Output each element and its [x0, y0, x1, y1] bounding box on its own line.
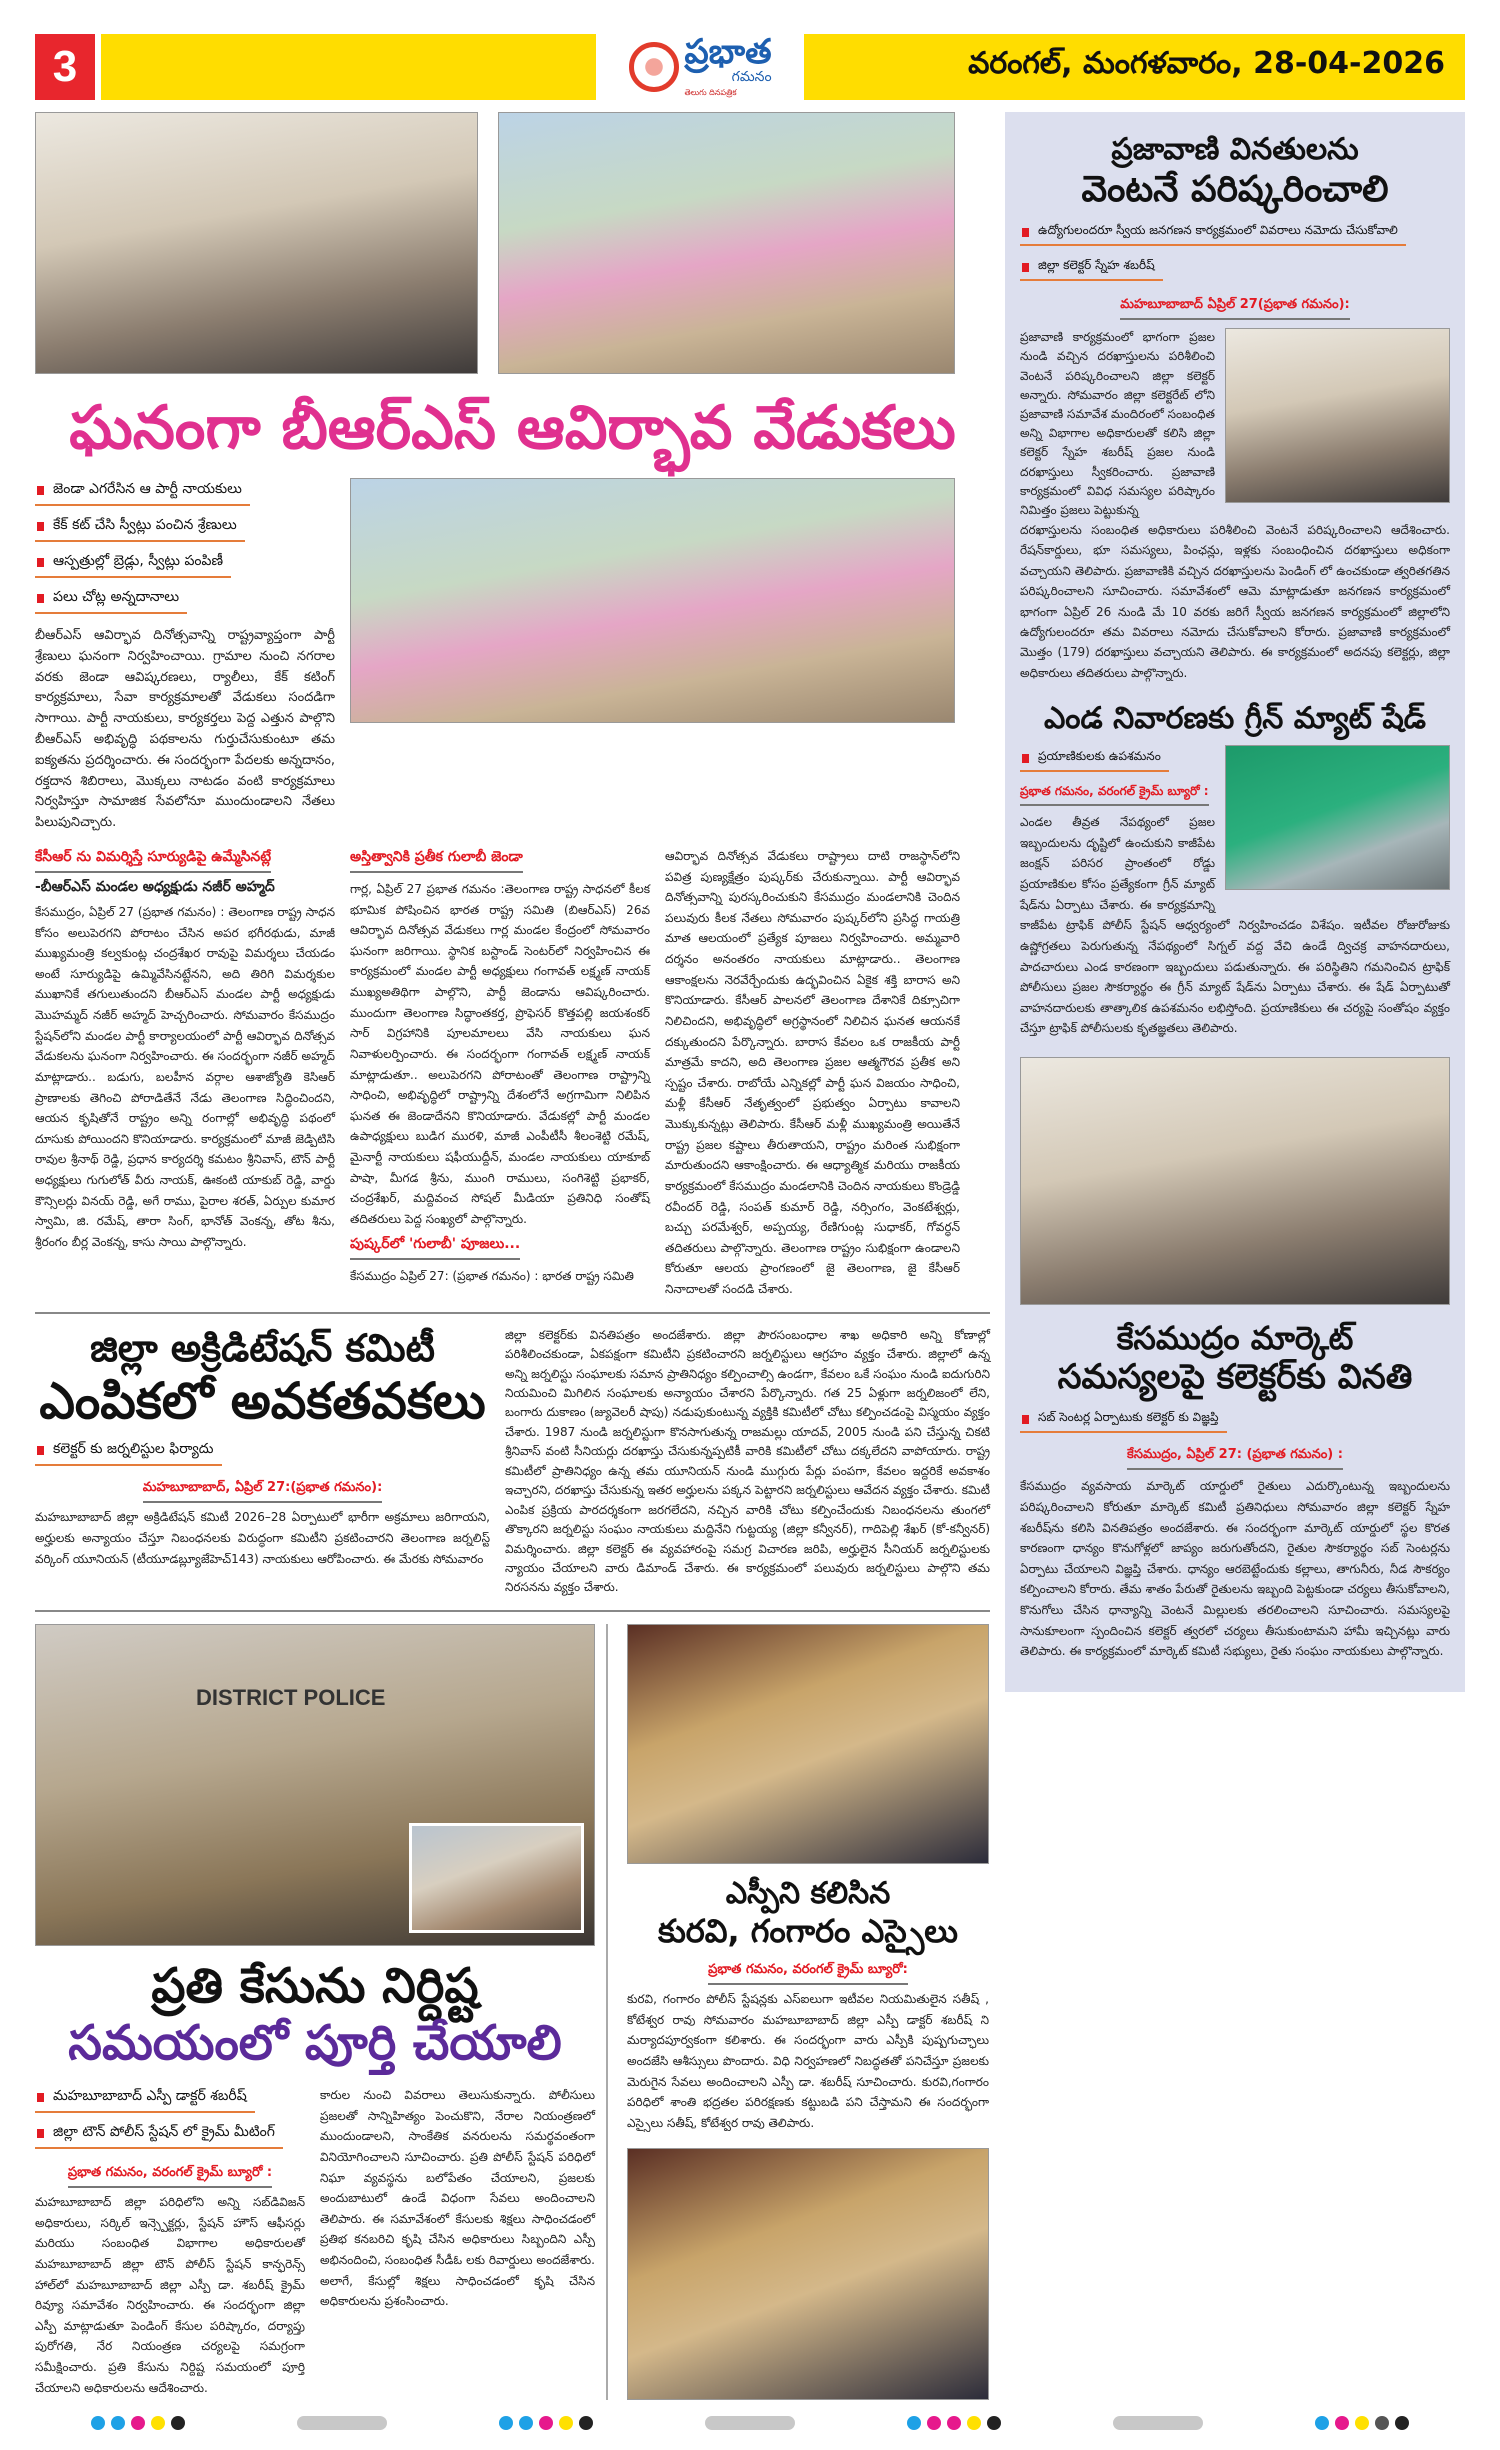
byline: -బీఆర్ఎస్ మండల అధ్యక్షుడు నజీర్ అహ్మద్ — [35, 878, 275, 895]
footer-marks — [35, 2416, 1465, 2430]
registration-marks — [499, 2416, 593, 2430]
divider — [35, 1312, 990, 1314]
subhead: కేసీఆర్ ను విమర్శిస్తే సూర్యుడిపై ఉమ్మేసినట్లే — [35, 849, 271, 873]
brs-col2 — [350, 846, 650, 1300]
headline-line: జిల్లా అక్రిడిటేషన్ కమిటీ — [90, 1325, 435, 1370]
crime-columns — [35, 2085, 595, 2398]
bullet: ఉద్యోగులందరూ స్వీయ జనగణన కార్యక్రమంలో వివరాలు నమోదు చేసుకోవాలి — [1020, 221, 1406, 246]
bullet: మహబూబాబాద్ ఎస్పీ డాక్టర్ శబరీష్ — [35, 2086, 255, 2113]
market-text: కేసముద్రం వ్యవసాయ మార్కెట్ యార్డులో రైతులు ఎదుర్కొంటున్న ఇబ్బందులను పరిష్కరించాలని కోరుతూ మార్కెట్ కమిటీ ప్రతినిధులు సోమవారం జిల్లా కలెక్టర్ స్నేహ శబరీష్‌ను కలిసి వినతిపత్రం అందజేశారు. ఈ సందర్భంగా మార్కెట్ యార్డులో స్థల కొరత కారణంగా ధాన్యం కొనుగోళ్లలో జాప్యం జరుగుతోందని, రైతుల సౌకర్యార్థం సబ్ సెంటర్లను ఏర్పాటు చేయాలని విజ్ఞప్తి చేశారు. ధాన్యం ఆరబెట్టేందుకు కల్లాలు, తాగునీరు, నీడ సౌకర్యం కల్పించాలని కోరారు. తేమ శాతం పేరుతో రైతులను ఇబ్బంది పెట్టకుండా చర్యలు తీసుకోవాలని, కొనుగోలు చేసిన ధాన్యాన్ని వెంటనే మిల్లులకు తరలించాలని సూచించారు. సమస్యలపై సానుకూలంగా స్పందించిన కలెక్టర్ త్వరలో చర్యలు తీసుకుంటామని హామీ ఇచ్చినట్లు వారు తెలిపారు. ఈ కార్యక్రమంలో మార్కెట్ కమిటీ సభ్యులు, రైతు సంఘం నాయకులు పాల్గొన్నారు. — [1020, 1479, 1450, 1659]
dateline: మహబూబాబాద్, ఏప్రిల్ 27:(ప్రభాత గమనం): — [143, 1480, 383, 1503]
brs-columns — [35, 846, 990, 1300]
divider — [35, 1610, 990, 1612]
bullet: జిల్లా టౌన్ పోలీస్ స్టేషన్ లో క్రైమ్ మీటింగ్ — [35, 2122, 283, 2149]
headline-line: ఎస్పీని కలిసిన — [725, 1875, 891, 1911]
crime-col2: కారుల నుంచి వివరాలు తెలుసుకున్నారు. పోలీసులు ప్రజలతో సాన్నిహిత్యం పెంచుకొని, నేరాల నియంత్రణలో ముందుండాలని, సాంకేతిక వనరులను సమర్థవంతంగా వినియోగించాలని సూచించారు. ప్రతి పోలీస్ స్టేషన్ పరిధిలో నిఘా వ్యవస్థను బలోపేతం చేయాలని, ప్రజలకు అందుబాటులో ఉండే విధంగా సేవలు అందించాలని తెలిపారు. ఈ సమావేశంలో కేసులకు శిక్షలు సాధించడంలో ప్రతిభ కనబరిచి కృషి చేసిన అధికారులు సిబ్బందిని ఎస్పీ అభినందించి, సంబంధిత సీడీఓ లకు రివార్డులు అందజేశారు. అలాగే, కేసుల్లో శిక్షలు సాధించడంలో కృషి చేసిన అధికారులను ప్రశంసించారు. — [320, 2088, 595, 2309]
photo-brs-flag — [498, 112, 955, 374]
si-story — [619, 1624, 989, 2400]
edition-dateline: వరంగల్, మంగళవారం, 28-04-2026 — [804, 34, 1465, 100]
green-shade-meta — [1020, 745, 1450, 1039]
headline-line: ప్రతి కేసును నిర్దిష్ట — [151, 1957, 479, 2014]
bullet: కేక్ కట్ చేసి స్వీట్లు పంచిన శ్రేణులు — [35, 515, 245, 542]
right-column — [1005, 112, 1465, 1692]
photo-police-meeting — [35, 1624, 595, 1946]
page-number: 3 — [35, 34, 95, 100]
logo-name: ప్రభాత — [684, 32, 772, 72]
article-text: కురవి, గంగారం పోలీస్ స్టేషన్లకు ఎస్ఐలుగా ఇటీవల నియమితులైన సతీష్ , కోటేశ్వర రావు సోమవారం మహబూబాబాద్ జిల్లా ఎస్పీ డాక్టర్ శబరీష్ ని మర్యాదపూర్వకంగా కలిశారు. ఈ సందర్భంగా వారు ఎస్పీకి పుష్పగుచ్ఛాలు అందజేసి ఆశీస్సులు పొందారు. విధి నిర్వహణలో నిబద్ధతతో పనిచేస్తూ ప్రజలకు మెరుగైన సేవలు అందించాలని ఎస్పీ డా. శబరీష్ సూచించారు. కురవి,గంగారం పరిధిలో శాంతి భద్రతల పరిరక్షణకు కట్టుబడి పని చేస్తామని ఈ సందర్భంగా ఎస్సైలు సతీష్, కోటేశ్వర రావు తెలిపారు. — [627, 1992, 989, 2130]
divider — [606, 1624, 608, 2400]
article-text: గార్ల, ఏప్రిల్ 27 ప్రభాత గమనం :తెలంగాణ రాష్ట్ర సాధనలో కీలక భూమిక పోషించిన భారత రాష్ట్ర సమితి (బిఆర్ఎస్) 26వ ఆవిర్భావ దినోత్సవ వేడుకలు గార్ల మండల కేంద్రంలో సోమవారం ఘనంగా జరిగాయి. స్థానిక బస్టాండ్ సెంటర్‌లో నిర్వహించిన ఈ కార్యక్రమంలో మండల పార్టీ అధ్యక్షులు గంగావత్ లక్ష్మణ్ నాయక్ ముఖ్యఅతిథిగా పాల్గొని, పార్టీ జెండాను ఆవిష్కరించారు. ముందుగా తెలంగాణ సిద్ధాంతకర్త, ప్రొఫెసర్ కొత్తపల్లి జయశంకర్ సార్ విగ్రహానికి పూలమాలలు వేసి నాయకులు ఘన నివాళులర్పించారు. ఈ సందర్భంగా గంగావత్ లక్ష్మణ్ నాయక్ మాట్లాడుతూ.. అలుపెరగని పోరాటంతో తెలంగాణ రాష్ట్రాన్ని సాధించి, అభివృద్ధిలో రాష్ట్రాన్ని దేశంలోనే అగ్రగామిగా నిలిపిన ఘనత ఈ జెండాదేనని కొనియాడారు. వేడుకల్లో పార్టీ మండల ఉపాధ్యక్షులు బుడిగ మురళి, మాజీ ఎంపీటీసీ శీలంశెట్టి రమేష్, మైనార్టీ నాయకులు షఫీయుద్దీన్, మండల నాయకులు యాకూబ్ పాషా, మీగడ శ్రీను, ముంగి రాములు, సంగిశెట్టి ప్రభాకర్, చంద్రశేఖర్, మద్దివంచ సోషల్ మీడియా ప్రతినిధి సంతోష్ తదితరులు పెద్ద సంఖ్యలో పాల్గొన్నారు. — [350, 881, 650, 1226]
dateline: ప్రభాత గమనం, వరంగల్ క్రైమ్ బ్యూరో : — [1020, 784, 1209, 806]
brs-intro: బీఆర్ఎస్ ఆవిర్భావ దినోత్సవాన్ని రాష్ట్రవ్యాప్తంగా పార్టీ శ్రేణులు ఘనంగా నిర్వహించాయి. గ్రామాల నుంచి నగరాల వరకు జెండా ఆవిష్కరణలు, ర్యాలీలు, కేక్ కటింగ్ కార్యక్రమాలు, సేవా కార్యక్రమాలతో వేడుకలు సందడిగా సాగాయి. పార్టీ నాయకులు, కార్యకర్తలు పెద్ద ఎత్తున పాల్గొని బీఆర్ఎస్ అభివృద్ధి పథకాలను గుర్తుచేసుకుంటూ తమ ఐక్యతను ప్రదర్శించారు. ఈ సందర్భంగా పేదలకు అన్నదానం, రక్తదాన శిబిరాలు, మొక్కలు నాటడం వంటి కార్యక్రమాలు నిర్వహిస్తూ సామాజిక సేవలోనూ ముందుండాలని నేతలు పిలుపునిచ్చారు. — [35, 628, 335, 831]
accreditation-story — [35, 1326, 990, 1598]
photo-brs-office — [35, 112, 478, 374]
dateline: ప్రభాత గమనం, వరంగల్ క్రైమ్ బ్యూరో: — [708, 1962, 908, 1985]
si-headline — [627, 1876, 989, 1950]
footer-bar — [297, 2416, 387, 2430]
photo-kesamudram — [1020, 1057, 1450, 1305]
bullet: సబ్ సెంటర్ల ఏర్పాటుకు కలెక్టర్ కు విజ్ఞప్తి — [1020, 1408, 1227, 1433]
top-photos — [35, 112, 990, 374]
photo-brs-group — [350, 478, 955, 723]
masthead — [35, 34, 1465, 100]
market-headline — [1020, 1319, 1450, 1398]
subhead: పుష్కర్‌లో 'గులాబీ' పూజలు... — [350, 1236, 520, 1260]
subhead: అస్తిత్వానికి ప్రతీక గులాబీ జెండా — [350, 849, 523, 873]
photo-sign: DISTRICT POLICE — [196, 1684, 386, 1710]
bullet: జిల్లా కలెక్టర్ స్నేహ శబరీష్ — [1020, 256, 1163, 281]
registration-marks — [907, 2416, 1001, 2430]
article-text: కేసముద్రం ఏప్రిల్ 27: (ప్రభాత గమనం) : భారత రాష్ట్ర సమితి — [350, 1268, 634, 1283]
masthead-logo[interactable] — [602, 30, 798, 104]
registration-marks — [91, 2416, 185, 2430]
bullet: ఆస్పత్రుల్లో బ్రెడ్లు, స్వీట్లు పంపిణీ — [35, 551, 231, 578]
accreditation-body: జిల్లా కలెక్టర్‌కు వినతిపత్రం అందజేశారు. జిల్లా పౌరసంబంధాల శాఖ అధికారి అన్ని కోణాల్లో పరిశీలించకుండా, ఏకపక్షంగా కమిటీని ప్రకటించారని జర్నలిస్టులు ఆగ్రహం వ్యక్తం చేశారు. జిల్లాలో ఉన్న అన్ని జర్నలిస్టు సంఘాలకు సమాన ప్రాతినిధ్యం కల్పించాల్సి ఉండగా, కేవలం ఒకే సంఘం నుండి ఐదుగురిని నియమించి మిగిలిన సంఘాలకు అన్యాయం చేశారని పేర్కొన్నారు. గత 25 ఏళ్లుగా జర్నలిజంలో లేని, బంగారు దుకాణం (జ్యువెలరీ షాపు) నడుపుకుంటున్న వ్యక్తికి కమిటీలో చోటు కల్పించడంపై విస్మయం వ్యక్తం చేశారు. 1987 నుండి జర్నలిస్టుగా కొనసాగుతున్న రాజమల్లు యాదవ్, 2005 నుండి పని చేస్తున్న చికటి శ్రీనివాస్ వంటి సీనియర్లు దరఖాస్తు చేసుకున్నప్పటికీ వారికి కమిటీలో చోటు దక్కలేదని వాపోయారు. రాష్ట్ర కమిటీలో ప్రాతినిధ్యం ఉన్న తమ యూనియన్ నుండి ముగ్గురు పేర్లు పంపగా, కేవలం ఇద్దరికే అవకాశం ఇచ్చారని, దరఖాస్తు చేసుకున్న ఇతర అర్హులను పక్కన పెట్టారని జర్నలిస్టులు ఆవేదన వ్యక్తం చేశారు. కమిటీ ఎంపిక ప్రక్రియ పారదర్శకంగా జరగలేదని, నచ్చిన వారికి చోటు కల్పించేందుకు నిబంధనలను తుంగలో తొక్కారని జర్నలిస్టు సంఘం నాయకులు మద్దినేని గుట్టయ్య (జిల్లా కన్వీనర్), గాదిపెల్లి శేఖర్ (కో-కన్వీనర్) విమర్శించారు. జిల్లా కలెక్టర్ ఈ వ్యవహారంపై సమగ్ర విచారణ జరిపి, అర్హులైన సీనియర్ జర్నలిస్టులకు న్యాయం చేయాలని వారు డిమాండ్ చేశారు. ఈ కార్యక్రమంలో పలువురు జర్నలిస్టులు పాల్గొని తమ నిరసనను వ్యక్తం చేశారు. — [505, 1327, 990, 1595]
brs-headline: ఘనంగా బీఆర్ఎస్ ఆవిర్భావ వేడుకలు — [69, 393, 956, 463]
dateline: ప్రభాత గమనం, వరంగల్ క్రైమ్ బ్యూరో : — [68, 2165, 272, 2188]
article-text: కేసముద్రం, ఏప్రిల్ 27 (ప్రభాత గమనం) : తెలంగాణ రాష్ట్ర సాధన కోసం అలుపెరగని పోరాటం చేసిన అపర భగీరథుడు, మాజీ ముఖ్యమంత్రి కల్వకుంట్ల చంద్రశేఖర రావుపై విమర్శలు చేయడం అంటే సూర్యుడిపై ఉమ్మివేసినట్టేనని, అది తిరిగి విమర్శకుల ముఖానికే తగులుతుందని బీఆర్ఎస్ మండల పార్టీ అధ్యక్షుడు మొహమ్మద్ నజీర్ అహ్మద్ హెచ్చరించారు. సోమవారం కేసముద్రం స్టేషన్‌లోని మండల పార్టీ కార్యాలయంలో పార్టీ ఆవిర్భావ దినోత్సవ వేడుకలను ఘనంగా నిర్వహించారు. ఈ సందర్భంగా నజీర్ అహ్మద్ మాట్లాడారు.. బడుగు, బలహీన వర్గాల ఆశాజ్యోతి కెసిఆర్ ప్రాణాలకు తెగించి పోరాడితేనే నేడు తెలంగాణ సిద్ధించిందని, ఆయన కృషితోనే రాష్ట్రం అన్ని రంగాల్లో అభివృద్ధి పథంలో దూసుకు పోయిందని కొనియాడారు. కార్యక్రమంలో మాజీ జెడ్పిటిసి రావుల శ్రీనాథ్ రెడ్డి, ప్రధాన కార్యదర్శి కమటం శ్రీనివాస్, టౌన్ పార్టీ అధ్యక్షులు గుగులోత్ వీరు నాయక్, ఊకంటి యాకుబ్ రెడ్డి, వార్డు కౌన్సిలర్లు వినయ్ రెడ్డి, అగే రాము, పైరాల శరత్, ఏర్పుల కుమార స్వామి, జి. రమేష్, తారా సింగ్, భానోత్ వెంకన్న, తోట శీను, శ్రీరంగం బీర్ల వెంకన్న, కాసు సాయి పాల్గొన్నారు. — [35, 904, 335, 1249]
accreditation-left — [35, 1326, 490, 1598]
accreditation-headline — [35, 1326, 490, 1432]
bullet: ప్రయాణికులకు ఉపశమనం — [1020, 747, 1169, 772]
registration-marks — [1315, 2416, 1409, 2430]
headline-line: వెంటనే పరిష్కరించాలి — [1081, 169, 1389, 210]
crime-headline — [35, 1958, 595, 2073]
headline-line: సమస్యలపై కలెక్టర్‌కు వినతి — [1057, 1357, 1413, 1398]
headline-line: ప్రజావాణి వినతులను — [1111, 132, 1359, 167]
prajavani-text-top: ప్రజావాణి కార్యక్రమంలో భాగంగా ప్రజల నుండి వచ్చిన దరఖాస్తులను పరిశీలించి వెంటనే పరిష్కరించాలని జిల్లా కలెక్టర్ అన్నారు. సోమవారం జిల్లా కలెక్టరేట్ లోని ప్రజావాణి సమావేశ మందిరంలో సంబంధిత అన్ని విభాగాల అధికారులతో కలిసి జిల్లా కలెక్టర్ స్నేహ శబరీష్ ప్రజల నుండి దరఖాస్తులు స్వీకరించారు. ప్రజావాణి కార్యక్రమంలో వివిధ సమస్యల పరిష్కారం నిమిత్తం ప్రజలు పెట్టుకున్న — [1020, 330, 1215, 517]
dateline: కేసముద్రం, ఏప్రిల్ 27: (ప్రభాత గమనం) : — [1127, 1447, 1343, 1470]
photo-prajavani — [1225, 328, 1450, 503]
footer-bar — [705, 2416, 795, 2430]
dateline: మహబూబాబాద్ ఏప్రిల్ 27(ప్రభాత గమనం): — [1120, 297, 1349, 320]
footer-bar — [1113, 2416, 1203, 2430]
market-meta — [1020, 1406, 1450, 1470]
photo-green-shade — [1225, 745, 1450, 890]
prajavani-headline — [1020, 132, 1450, 211]
photo-si-meet-2 — [627, 2148, 989, 2400]
green-shade-headline: ఎండ నివారణకు గ్రీన్ మ్యాట్ షేడ్ — [1043, 701, 1427, 737]
headline-line: కేసముద్రం మార్కెట్ — [1116, 1319, 1354, 1358]
bullet: పలు చోట్ల అన్నదానాలు — [35, 587, 187, 614]
bullet: కలెక్టర్ కు జర్నలిస్టుల ఫిర్యాదు — [35, 1439, 222, 1466]
green-shade-text: ఎండల తీవ్రత నేపథ్యంలో ప్రజల ఇబ్బందులను దృష్టిలో ఉంచుకుని కాజీపేట జంక్షన్ పరిసర ప్రాంతంలో రోడ్డు ప్రయాణికుల కోసం ప్రత్యేకంగా గ్రీన్ మ్యాట్ షేడ్‌ను ఏర్పాటు చేశారు. ఈ కార్యక్రమాన్ని కాజీపేట ట్రాఫిక్ పోలీస్ స్టేషన్ ఆధ్వర్యంలో నిర్వహించడం విశేషం. ఇటీవల రోజురోజుకు ఉష్ణోగ్రతలు పెరుగుతున్న నేపథ్యంలో సిగ్నల్ వద్ద వేచి ఉండే ద్విచక్ర వాహనదారులు, పాదచారులు ఎండ కారణంగా ఇబ్బందులు పడుతున్నారు. ఈ పరిస్థితిని గమనించిన ట్రాఫిక్ పోలీసులు ప్రజల సౌకర్యార్థం ఈ గ్రీన్ మ్యాట్ షేడ్‌ను ఏర్పాటు చేశారు. ఈ షేడ్ ఏర్పాటుతో వాహనదారులకు తాత్కాలిక ఉపశమనం లభిస్తోంది. ప్రయాణికులు ఈ చర్యపై సంతోషం వ్యక్తం చేస్తూ ట్రాఫిక్ పోలీసులకు కృతజ్ఞతలు తెలిపారు. — [1020, 815, 1450, 1036]
header-bar-left — [101, 34, 596, 100]
photo-si-meet-1 — [627, 1624, 989, 1864]
brs-lead — [35, 478, 990, 834]
headline-line: సమయంలో పూర్తి చేయాలి — [68, 2015, 562, 2072]
bottom-stories — [35, 1624, 990, 2400]
brs-col3: ఆవిర్భావ దినోత్సవ వేడుకలు రాష్ట్రాలు దాటి రాజస్థాన్‌లోని పవిత్ర పుణ్యక్షేత్రం పుష్కర్‌కు చేరుకున్నాయి. పార్టీ ఆవిర్భావ దినోత్సవాన్ని పురస్కరించుకుని కేసముద్రం మండలానికి చెందిన పలువురు కీలక నేతలు సోమవారం పుష్కర్‌లోని ప్రసిద్ధ గాయత్రి మాత ఆలయంలో ప్రత్యేక పూజలు నిర్వహించారు. అమ్మవారి దర్శనం అనంతరం నాయకులు మాట్లాడారు.. తెలంగాణ ఆకాంక్షలను నెరవేర్చేందుకు ఉద్భవించిన ఏకైక శక్తి బారాస అని కొనియాడారు. కేసీఆర్ పాలనలో తెలంగాణ దేశానికే దిక్సూచిగా నిలిచిందని, అభివృద్ధిలో అగ్రస్థానంలో నిలిచిన ఘనత ఆయనకే దక్కుతుందని పేర్కొన్నారు. బారాస కేవలం ఒక రాజకీయ పార్టీ మాత్రమే కాదని, అది తెలంగాణ ప్రజల ఆత్మగౌరవ ప్రతీక అని స్పష్టం చేశారు. రాబోయే ఎన్నికల్లో పార్టీ ఘన విజయం సాధించి, మళ్లీ కేసీఆర్ నేతృత్వంలో ప్రభుత్వం ఏర్పాటు కావాలని మొక్కుకున్నట్లు తెలిపారు. కేసీఆర్ మళ్లీ ముఖ్యమంత్రి అయితేనే రాష్ట్ర ప్రజల కష్టాలు తీరుతాయని, రాష్ట్రం మరింత సుభిక్షంగా మారుతుందని ఆకాంక్షించారు. ఈ ఆధ్యాత్మిక మరియు రాజకీయ కార్యక్రమంలో కేసముద్రం మండలానికి చెందిన నాయకులు కొండ్రెడ్డి రవీందర్ రెడ్డి, సంపత్ కుమార్ రెడ్డి, నర్సింగం, వెంకటేశ్వర్లు, బచ్చు పరమేశ్వర్, అప్పయ్య, రేణిగుంట్ల సుధాకర్, గోవర్ధన్ తదితరులు పాల్గొన్నారు. తెలంగాణ రాష్ట్రం సుభిక్షంగా ఉండాలని కోరుతూ ఆలయ ప్రాంగణంలో జై తెలంగాణ, జై కేసీఆర్ నినాదాలతో సందడి చేశారు. — [665, 848, 960, 1297]
bullet: జెండా ఎగరేసిన ఆ పార్టీ నాయకులు — [35, 479, 250, 506]
main-area — [35, 112, 990, 2400]
logo-emblem-icon — [629, 42, 679, 92]
logo-sub: గమనం — [731, 69, 772, 85]
headline-line: ఎంపికలో అవకతవకలు — [39, 1372, 486, 1431]
photo-inset — [409, 1823, 584, 1933]
logo-tagline: తెలుగు దినపత్రిక — [684, 88, 737, 97]
page-content — [35, 112, 1465, 2400]
crime-col1 — [35, 2085, 305, 2398]
prajavani-meta — [1020, 219, 1450, 320]
article-text: మహబూబాబాద్ జిల్లా పరిధిలోని అన్ని సబ్‌డివిజన్ అధికారులు, సర్కిల్ ఇన్స్పెక్టర్లు, స్టేషన్ హౌస్ ఆఫీసర్లు మరియు సంబంధిత విభాగాల అధికారులతో మహబూబాబాద్ జిల్లా టౌన్ పోలీస్ స్టేషన్ కాన్ఫరెన్స్ హాల్‌లో మహబూబాబాద్ జిల్లా ఎస్పీ డా. శబరీష్ క్రైమ్ రివ్యూ సమావేశం నిర్వహించారు. ఈ సందర్భంగా జిల్లా ఎస్పీ మాట్లాడుతూ పెండింగ్ కేసుల పరిష్కారం, దర్యాప్తు పురోగతి, నేర నియంత్రణ చర్యలపై సమగ్రంగా సమీక్షించారు. ప్రతి కేసును నిర్దిష్ట సమయంలో పూర్తి చేయాలని అధికారులను ఆదేశించారు. — [35, 2195, 305, 2395]
crime-story — [35, 1624, 595, 2400]
brs-col1 — [35, 846, 335, 1300]
article-text: మహబూబాబాద్ జిల్లా అక్రిడిటేషన్ కమిటీ 2026–28 ఏర్పాటులో భారీగా అక్రమాలు జరిగాయని, అర్హులకు అన్యాయం చేస్తూ నిబంధనలకు విరుద్ధంగా కమిటీని ప్రకటించారని తెలంగాణ జర్నలిస్ట్ వర్కింగ్ యూనియన్ (టీయూడబ్ల్యూజేహెచ్143) నాయకులు ఆరోపించారు. ఈ మేరకు సోమవారం — [35, 1510, 490, 1566]
headline-line: కురవి, గంగారం ఎస్సైలు — [657, 1911, 958, 1950]
brs-lead-text — [35, 478, 335, 834]
prajavani-text: దరఖాస్తులను సంబంధిత అధికారులు పరిశీలించి వెంటనే పరిష్కరించాలని ఆదేశించారు. రేషన్‌కార్డులు, భూ సమస్యలు, పింఛన్లు, ఇళ్లకు సంబంధించిన దరఖాస్తులు అధికంగా వచ్చాయని తెలిపారు. ప్రజావాణికి వచ్చిన దరఖాస్తులను పెండింగ్ లో ఉంచకుండా త్వరితగతిన పరిష్కరించాలని సూచించారు. సమావేశంలో ఆమె మాట్లాడుతూ జనగణన కార్యక్రమంలో భాగంగా ఏప్రిల్ 26 నుండి మే 10 వరకు జరిగే స్వీయ జనగణన కార్యక్రమంలో జిల్లాలోని ఉద్యోగులందరూ తమ వివరాలు నమోదు చేసుకోవాలని కోరారు. ప్రజావాణి కార్యక్రమంలో మొత్తం (179) దరఖాస్తులు వచ్చాయని తెలిపారు. ఈ కార్యక్రమంలో అదనపు కలెక్టర్లు, జిల్లా అధికారులు తదితరులు పాల్గొన్నారు. — [1020, 523, 1450, 680]
